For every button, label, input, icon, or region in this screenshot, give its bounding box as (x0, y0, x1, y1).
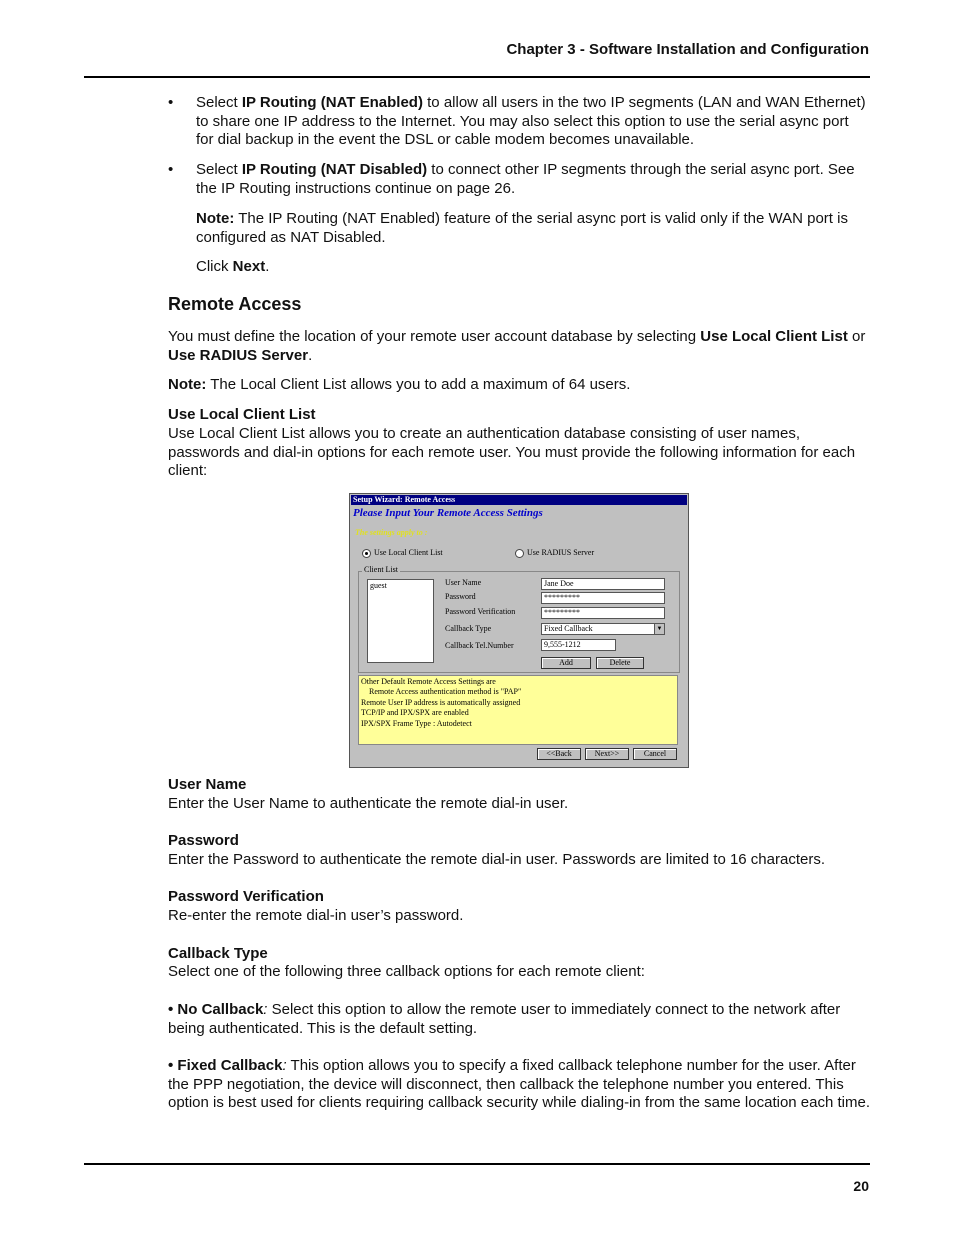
page-number: 20 (853, 1178, 869, 1194)
subheading-use-local-client-list: Use Local Client List (168, 406, 316, 423)
field-desc-user-name: Enter the User Name to authenticate the remote dial-in user. (168, 795, 569, 812)
field-title-password: Password (168, 832, 239, 849)
callback-number-label: Callback Tel.Number (445, 641, 514, 650)
info-line: Remote User IP address is automatically assigned (361, 697, 521, 707)
bullet-marker: • (168, 161, 174, 178)
default-settings-info (358, 675, 678, 745)
radio-local-label: Use Local Client List (374, 548, 443, 557)
chapter-header: Chapter 3 - Software Installation and Configuration (506, 41, 869, 58)
password-verification-label: Password Verification (445, 607, 516, 616)
radio-selected-icon (362, 549, 371, 558)
field-title-callback-type: Callback Type (168, 945, 268, 962)
user-name-input[interactable]: Jane Doe (541, 578, 665, 590)
local-client-list-description: Use Local Client List allows you to create an authentication database consisting of user names, passwords and dial-in options for each remote user. You must provide the following information for each client: (168, 425, 856, 480)
client-list-box[interactable] (367, 579, 434, 663)
callback-type-select[interactable] (541, 623, 665, 635)
radio-radius-label: Use RADIUS Server (527, 548, 595, 557)
password-label: Password (445, 592, 476, 601)
remote-access-dialog (349, 493, 689, 768)
callback-number-input[interactable]: 9,555-1212 (541, 639, 616, 651)
field-desc-callback-type: Select one of the following three callback options for each remote client: (168, 963, 645, 980)
note-nat: Note: The IP Routing (NAT Enabled) feature of the serial async port is valid only if the WAN port is configured as NAT Disabled. (196, 210, 848, 246)
client-list-group-label: Client List (364, 565, 398, 574)
option-fixed-callback: • Fixed Callback: This option allows you to specify a fixed callback telephone number for the user. After the PPP negotiation, the device will disconnect, then callback the telephone number you entered. This option is best used for clients requiring callback security while dialing-in from the same location each time. (168, 1057, 871, 1112)
cancel-button[interactable]: Cancel (633, 748, 677, 760)
section-heading-remote-access: Remote Access (168, 294, 302, 314)
next-button[interactable]: Next>> (585, 748, 629, 760)
password-input[interactable]: ********* (541, 592, 665, 604)
dialog-heading: Please Input Your Remote Access Settings (353, 507, 543, 519)
field-desc-password-verification: Re-enter the remote dial-in user’s password. (168, 907, 464, 924)
bullet-nat-disabled: Select IP Routing (NAT Disabled) to connect other IP segments through the serial async port. See the IP Routing instructions continue on page 26. (196, 161, 855, 197)
password-verification-input[interactable]: ********* (541, 607, 665, 619)
back-button[interactable]: <<Back (537, 748, 581, 760)
bullet-nat-enabled: Select IP Routing (NAT Enabled) to allow all users in the two IP segments (LAN and WAN Ethernet) to share one IP address to the Internet. You may also select this option to use the serial async port for dial backup in the event the DSL or cable modem becomes unavailable. (196, 94, 866, 149)
bullet-marker: • (168, 94, 174, 111)
add-button[interactable]: Add (541, 657, 591, 669)
field-desc-password: Enter the Password to authenticate the remote dial-in user. Passwords are limited to 16 characters. (168, 851, 825, 868)
click-next-instruction: Click Next. (196, 258, 270, 275)
delete-button[interactable]: Delete (596, 657, 644, 669)
client-list-item[interactable]: guest (370, 581, 387, 590)
dialog-applies-label: The settings apply to : (355, 528, 428, 537)
info-line: Remote Access authentication method is "PAP" (369, 687, 522, 697)
info-line: Other Default Remote Access Settings are (361, 677, 496, 686)
remote-access-intro: You must define the location of your remote user account database by selecting Use Local Client List or Use RADIUS Server. (168, 328, 866, 364)
radio-use-radius-server[interactable] (515, 548, 594, 558)
radio-use-local-client-list[interactable] (362, 548, 443, 558)
footer-rule (84, 1163, 870, 1165)
dialog-titlebar: Setup Wizard: Remote Access (351, 495, 687, 505)
radio-unselected-icon (515, 549, 524, 558)
callback-type-value: Fixed Callback (544, 624, 593, 633)
header-rule (84, 76, 870, 78)
user-name-label: User Name (445, 578, 482, 587)
field-title-user-name: User Name (168, 776, 247, 793)
option-no-callback: • No Callback: Select this option to allow the remote user to immediately connect to the network after being authenticated. This is the default setting. (168, 1001, 841, 1037)
note-max-users: Note: The Local Client List allows you to add a maximum of 64 users. (168, 376, 631, 393)
info-line: TCP/IP and IPX/SPX are enabled (361, 708, 469, 718)
field-title-password-verification: Password Verification (168, 888, 324, 905)
callback-type-label: Callback Type (445, 624, 492, 633)
info-line: IPX/SPX Frame Type : Autodetect (361, 718, 472, 728)
chevron-down-icon[interactable]: ▼ (654, 624, 664, 634)
